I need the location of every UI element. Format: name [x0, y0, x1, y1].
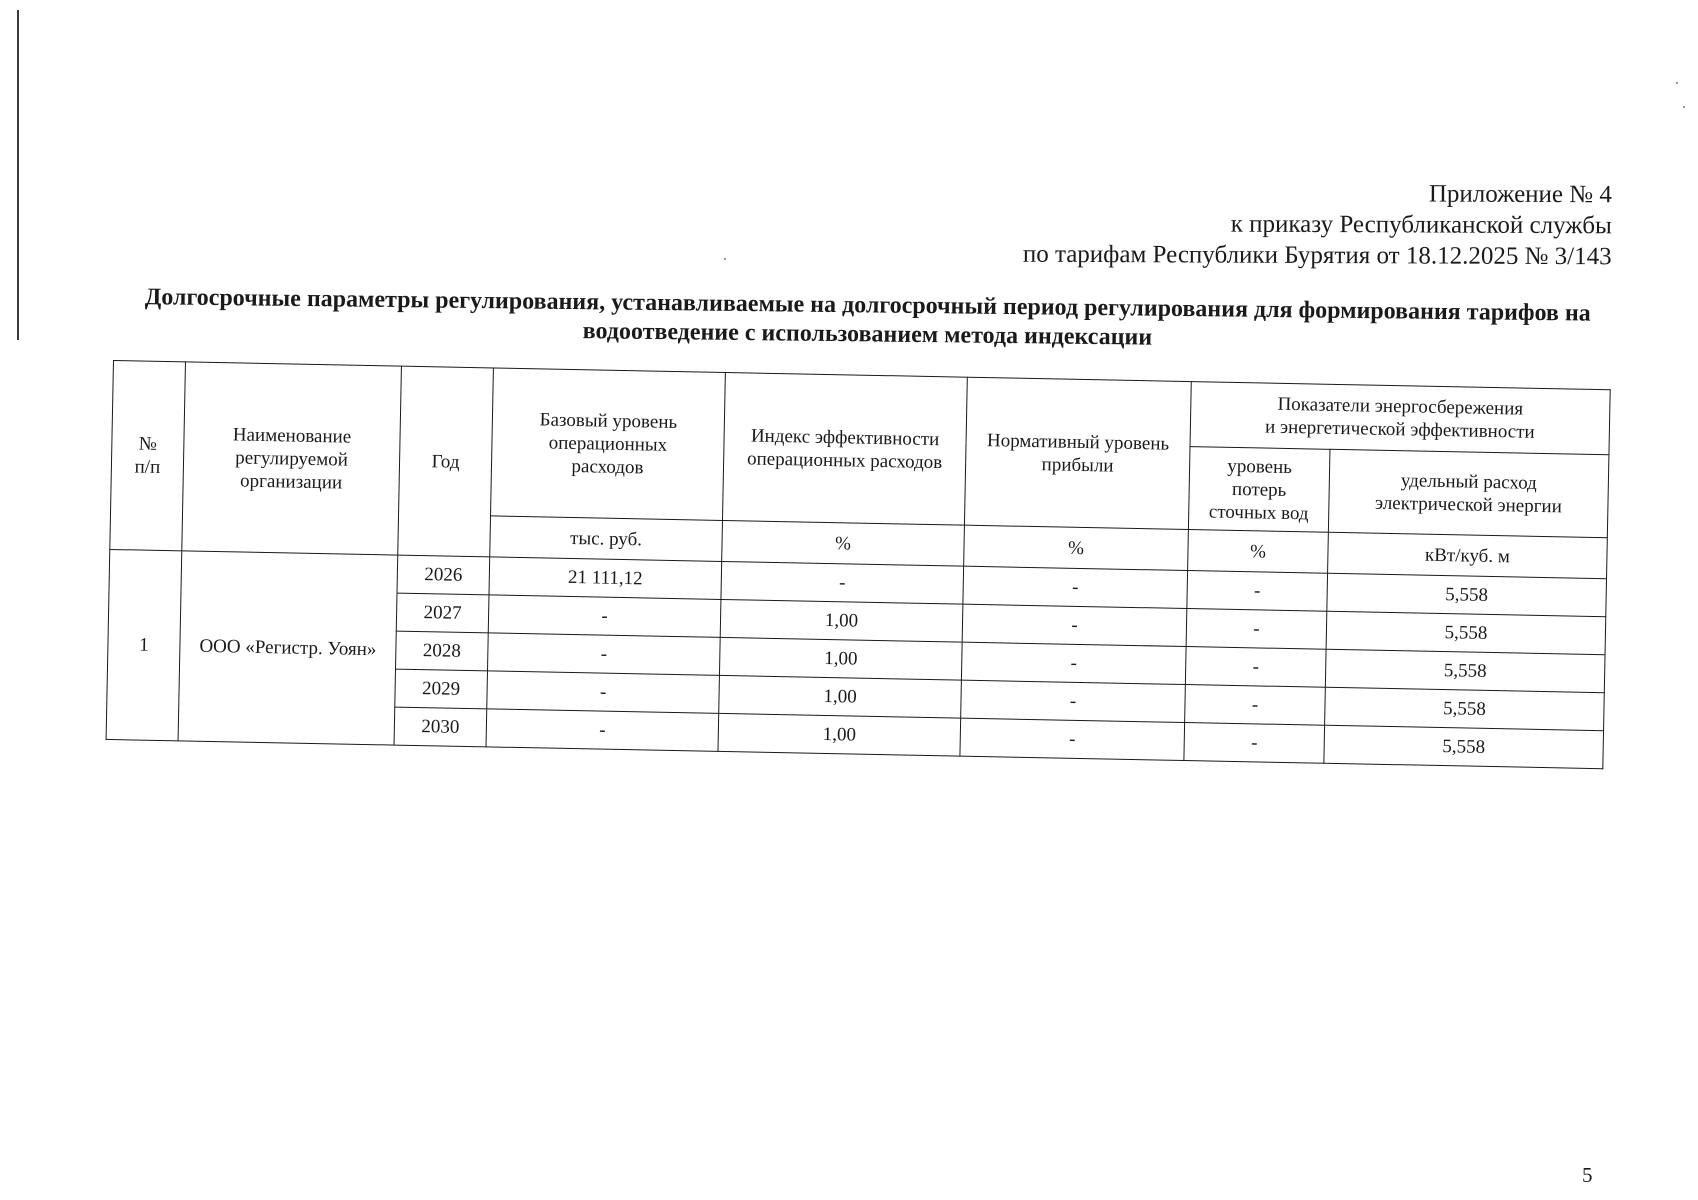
header-base-line-1: Базовый уровень — [539, 409, 678, 434]
unit-profit: % — [964, 525, 1189, 570]
header-base-line-3: расходов — [571, 455, 644, 479]
electric-cell: 5,558 — [1327, 573, 1607, 616]
header-profit-line-1: Нормативный уровень — [986, 429, 1170, 455]
index-cell: 1,00 — [719, 637, 962, 680]
base-cell: 21 111,12 — [489, 557, 722, 600]
document-title-line-2: водоотведение с использованием метода индексации — [582, 318, 1153, 351]
year-cell: 2029 — [395, 669, 488, 709]
header-number — [110, 361, 186, 551]
header-organization-line-3: организации — [239, 470, 343, 494]
unit-index: % — [722, 520, 965, 566]
header-number-line-1: № — [138, 433, 158, 455]
appendix-line-2: к приказу Республиканской службы — [1230, 210, 1613, 240]
header-profit-level — [964, 377, 1191, 529]
header-year: Год — [398, 366, 494, 557]
scan-edge-line — [17, 10, 19, 340]
appendix-header — [1023, 177, 1612, 273]
scan-speck — [1676, 82, 1678, 84]
page-number: 5 — [1582, 1163, 1593, 1187]
appendix-line-3: по тарифам Республики Бурятия от 18.12.2025 № 3/143 — [1023, 240, 1612, 271]
header-organization-line-2: регулируемой — [235, 446, 349, 471]
header-row-1 — [112, 361, 1610, 455]
base-cell: - — [486, 709, 719, 752]
electric-cell: 5,558 — [1326, 611, 1606, 654]
parameters-table — [106, 360, 1611, 769]
scan-speck — [1683, 106, 1685, 108]
header-base-level — [491, 368, 726, 521]
document-title-line-1: Долгосрочные параметры регулирования, устанавливаемые на долгосрочный период регулирования для формирования тарифов на — [144, 284, 1591, 327]
header-losses-line-2: потерь — [1231, 478, 1287, 501]
index-cell: 1,00 — [718, 713, 961, 756]
header-electric-line-2: электрической энергии — [1374, 492, 1563, 518]
base-cell: - — [488, 595, 721, 638]
losses-cell: - — [1184, 723, 1325, 764]
year-cell: 2027 — [396, 593, 489, 633]
base-cell: - — [487, 671, 720, 714]
header-efficiency-index — [722, 372, 967, 525]
electric-cell: 5,558 — [1325, 687, 1605, 730]
year-cell: 2026 — [397, 555, 490, 595]
header-energy-line-1: Показатели энергосбережения — [1277, 393, 1524, 420]
appendix-line-1: Приложение № 4 — [1429, 180, 1613, 209]
index-cell: - — [721, 561, 964, 604]
unit-losses: % — [1188, 530, 1329, 574]
index-cell: 1,00 — [719, 675, 962, 718]
year-cell: 2028 — [396, 631, 489, 671]
header-number-line-2: п/п — [134, 456, 161, 478]
header-losses-line-3: сточных вод — [1208, 500, 1309, 524]
header-index-line-2: операционных расходов — [746, 447, 943, 473]
header-profit-line-2: прибыли — [1041, 453, 1114, 477]
header-energy-line-2: и энергетической эффективности — [1264, 416, 1535, 443]
org-name: ООО «Регистр. Уоян» — [178, 551, 398, 745]
scan-speck — [724, 258, 726, 260]
electric-cell: 5,558 — [1325, 649, 1605, 692]
profit-cell: - — [960, 718, 1185, 760]
electric-cell: 5,558 — [1324, 725, 1604, 768]
losses-cell: - — [1185, 647, 1326, 688]
profit-cell: - — [961, 642, 1186, 684]
header-wastewater-losses — [1188, 447, 1330, 533]
losses-cell: - — [1187, 571, 1328, 612]
header-losses-line-1: уровень — [1227, 455, 1293, 478]
header-energy-group — [1190, 382, 1610, 455]
base-cell: - — [487, 633, 720, 676]
profit-cell: - — [961, 680, 1186, 722]
header-organization — [182, 362, 402, 555]
year-cell: 2030 — [394, 707, 487, 747]
parameters-table-wrapper — [106, 360, 1610, 769]
index-cell: 1,00 — [720, 599, 963, 642]
losses-cell: - — [1186, 609, 1327, 650]
unit-electric: кВт/куб. м — [1328, 532, 1608, 578]
profit-cell: - — [963, 566, 1188, 608]
profit-cell: - — [962, 604, 1187, 646]
header-electric-consumption — [1328, 449, 1609, 537]
document-title — [127, 283, 1608, 358]
losses-cell: - — [1185, 685, 1326, 726]
org-number: 1 — [106, 549, 182, 740]
unit-base: тыс. руб. — [490, 516, 723, 562]
header-index-line-1: Индекс эффективности — [750, 424, 940, 450]
header-organization-line-1: Наименование — [232, 423, 352, 448]
header-base-line-2: операционных — [548, 432, 668, 456]
header-electric-line-1: удельный расход — [1400, 470, 1538, 494]
